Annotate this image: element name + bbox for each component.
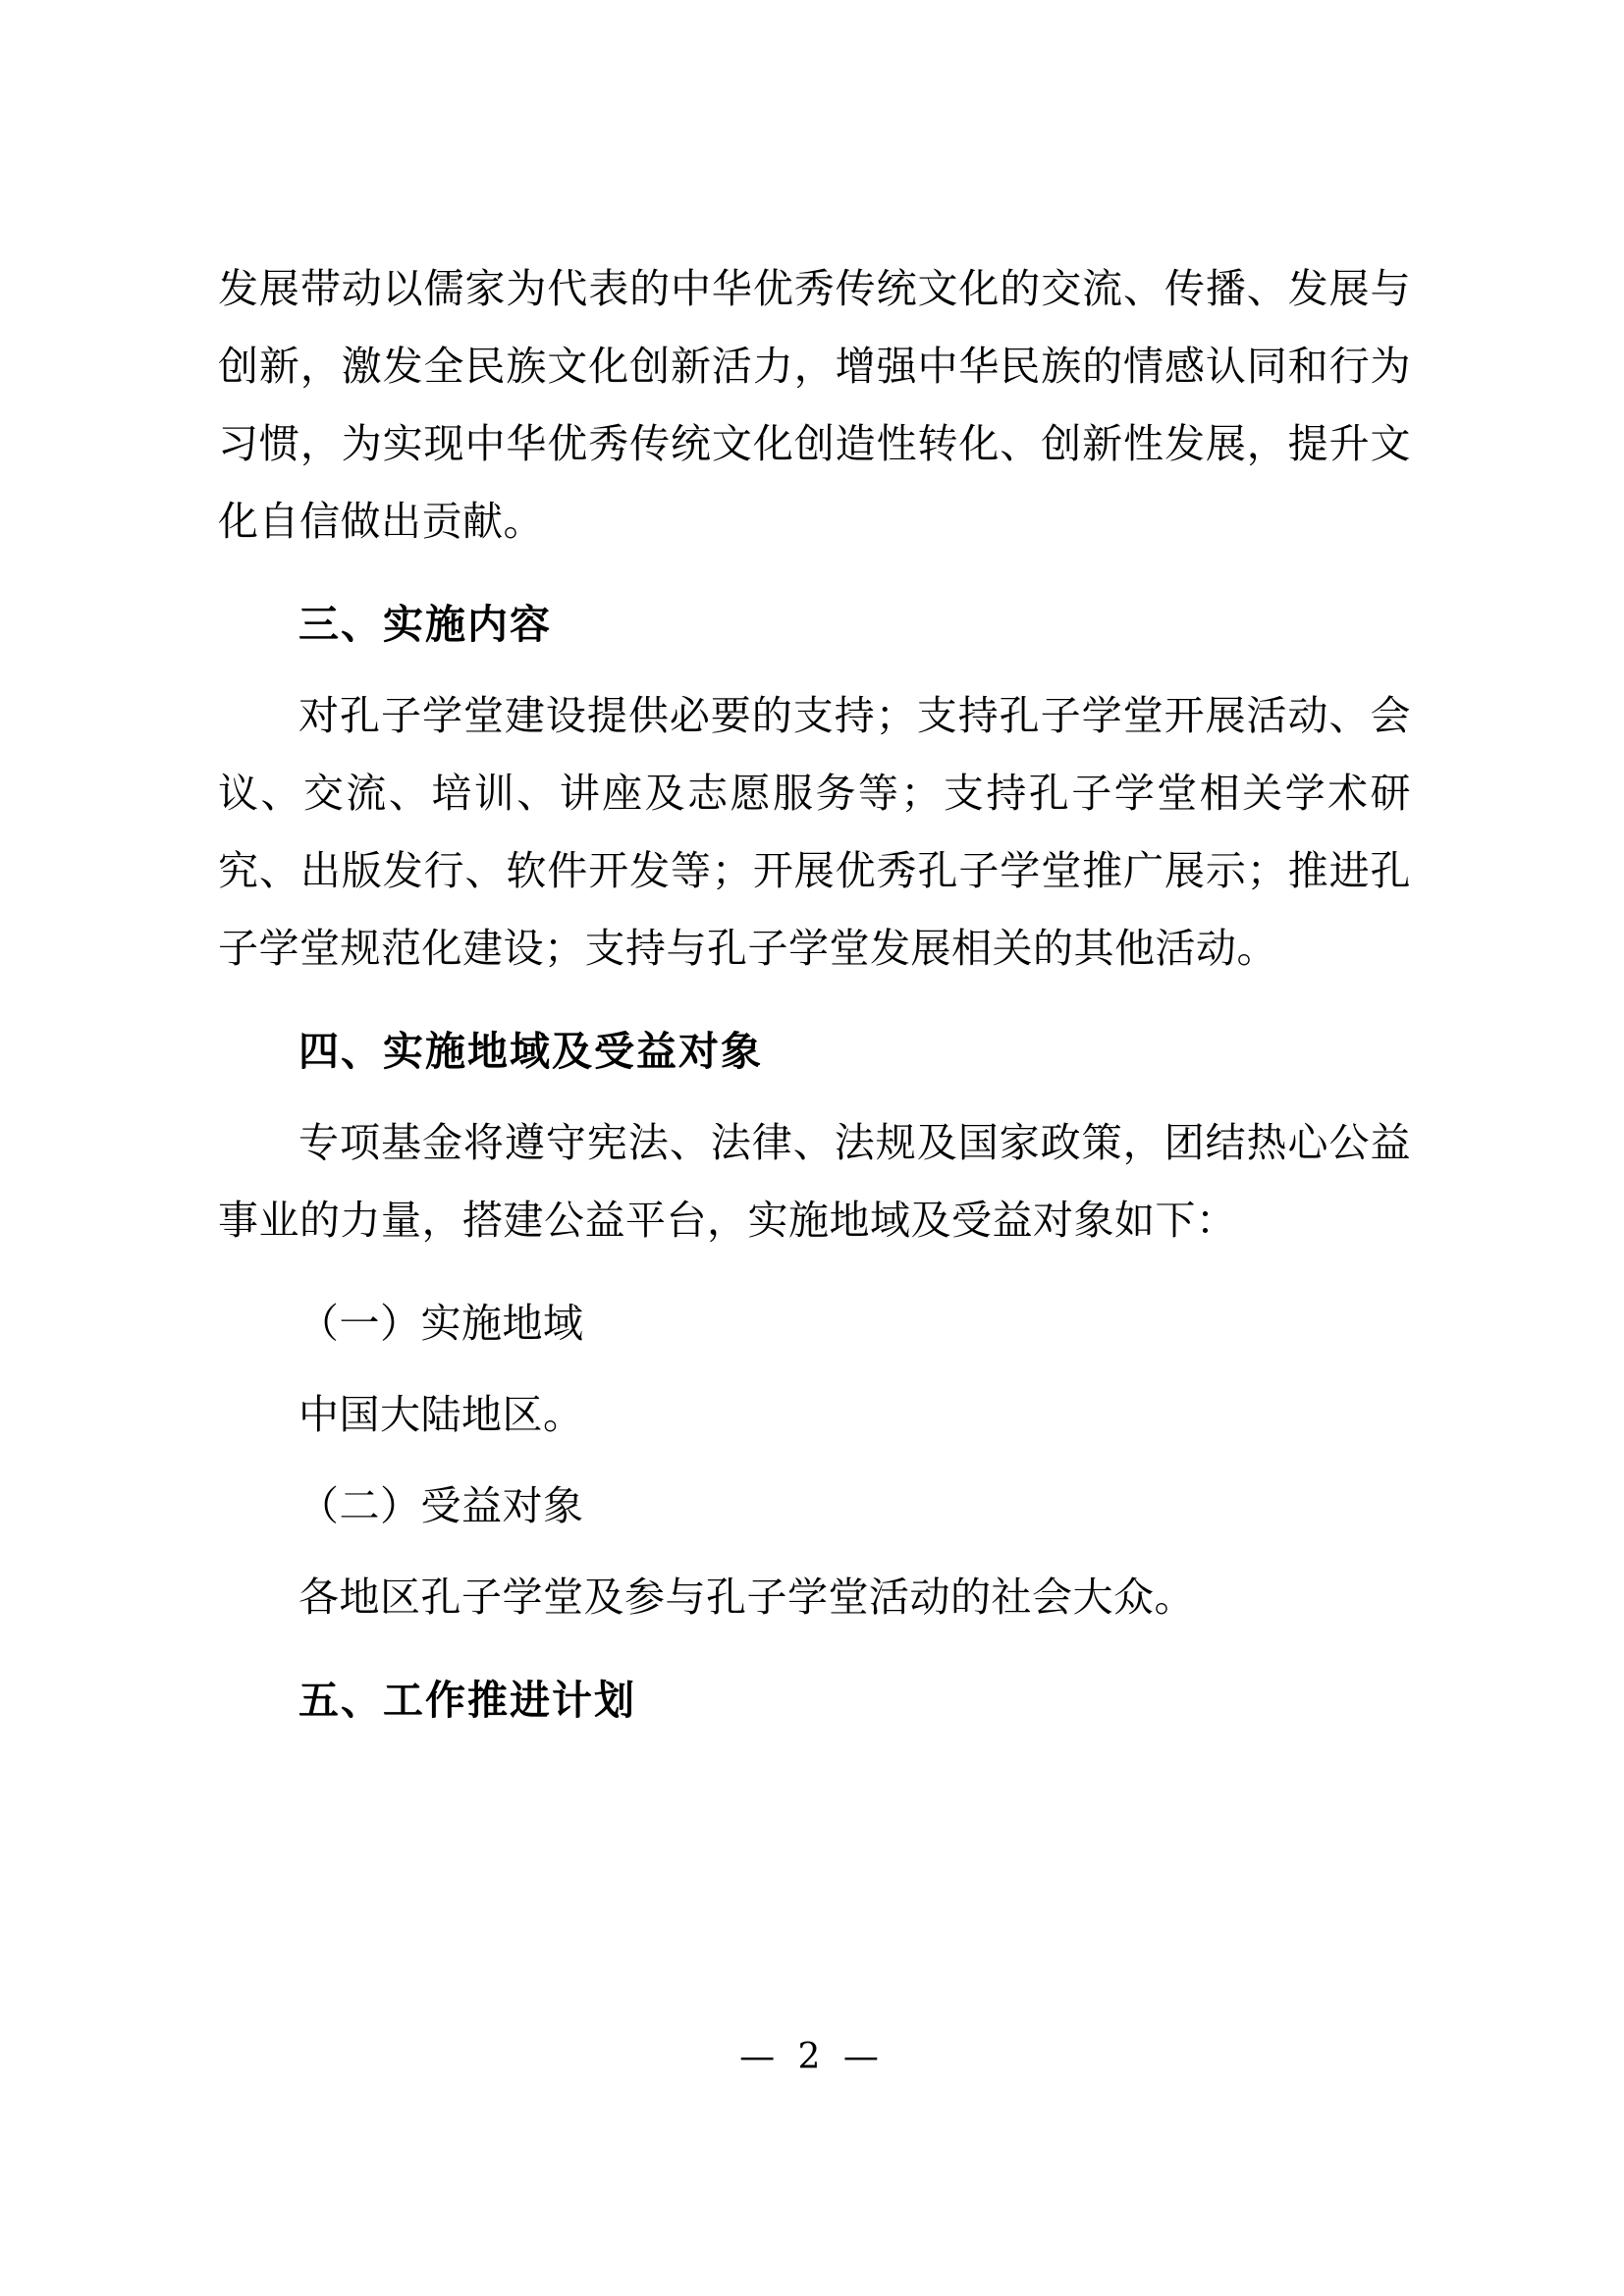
- text-region-scope-value: 中国大陆地区。: [298, 1391, 584, 1438]
- paragraph-section-three-body: 对孔子学堂建设提供必要的支持；支持孔子学堂开展活动、会议、交流、培训、讲座及志愿服务等；支持孔子学堂相关学术研究、出版发行、软件开发等；开展优秀孔子学堂推广展示；推进孔子学堂规范化建设；支持与孔子学堂发展相关的其他活动。: [218, 692, 1411, 972]
- spacer: [218, 1545, 1411, 1559]
- heading-section-five: 五、工作推进计划: [298, 1677, 636, 1724]
- spacer: [218, 1362, 1411, 1376]
- spacer: [218, 561, 1411, 586]
- text-beneficiaries-value: 各地区孔子学堂及参与孔子学堂活动的社会大众。: [298, 1574, 1195, 1621]
- sublabel-beneficiaries: （二）受益对象: [298, 1482, 584, 1529]
- page-number: — 2 —: [739, 2037, 885, 2077]
- heading-section-three: 三、实施内容: [298, 601, 552, 648]
- spacer: [218, 1091, 1411, 1104]
- paragraph-section-four-body: 专项基金将遵守宪法、法律、法规及国家政策，团结热心公益事业的力量，搭建公益平台，实施地域及受益对象如下：: [218, 1119, 1411, 1244]
- sublabel-region-scope: （一）实施地域: [298, 1300, 584, 1347]
- spacer: [218, 664, 1411, 677]
- spacer: [218, 1636, 1411, 1662]
- document-body: [218, 250, 1411, 1739]
- spacer: [218, 1454, 1411, 1468]
- spacer: [218, 988, 1411, 1013]
- heading-section-four: 四、实施地域及受益对象: [298, 1028, 763, 1075]
- spacer: [218, 1259, 1411, 1285]
- paragraph-goals-continued: 发展带动以儒家为代表的中华优秀传统文化的交流、传播、发展与创新，激发全民族文化创新活力，增强中华民族的情感认同和行为习惯，为实现中华优秀传统文化创造性转化、创新性发展，提升文化自信做出贡献。: [218, 265, 1411, 545]
